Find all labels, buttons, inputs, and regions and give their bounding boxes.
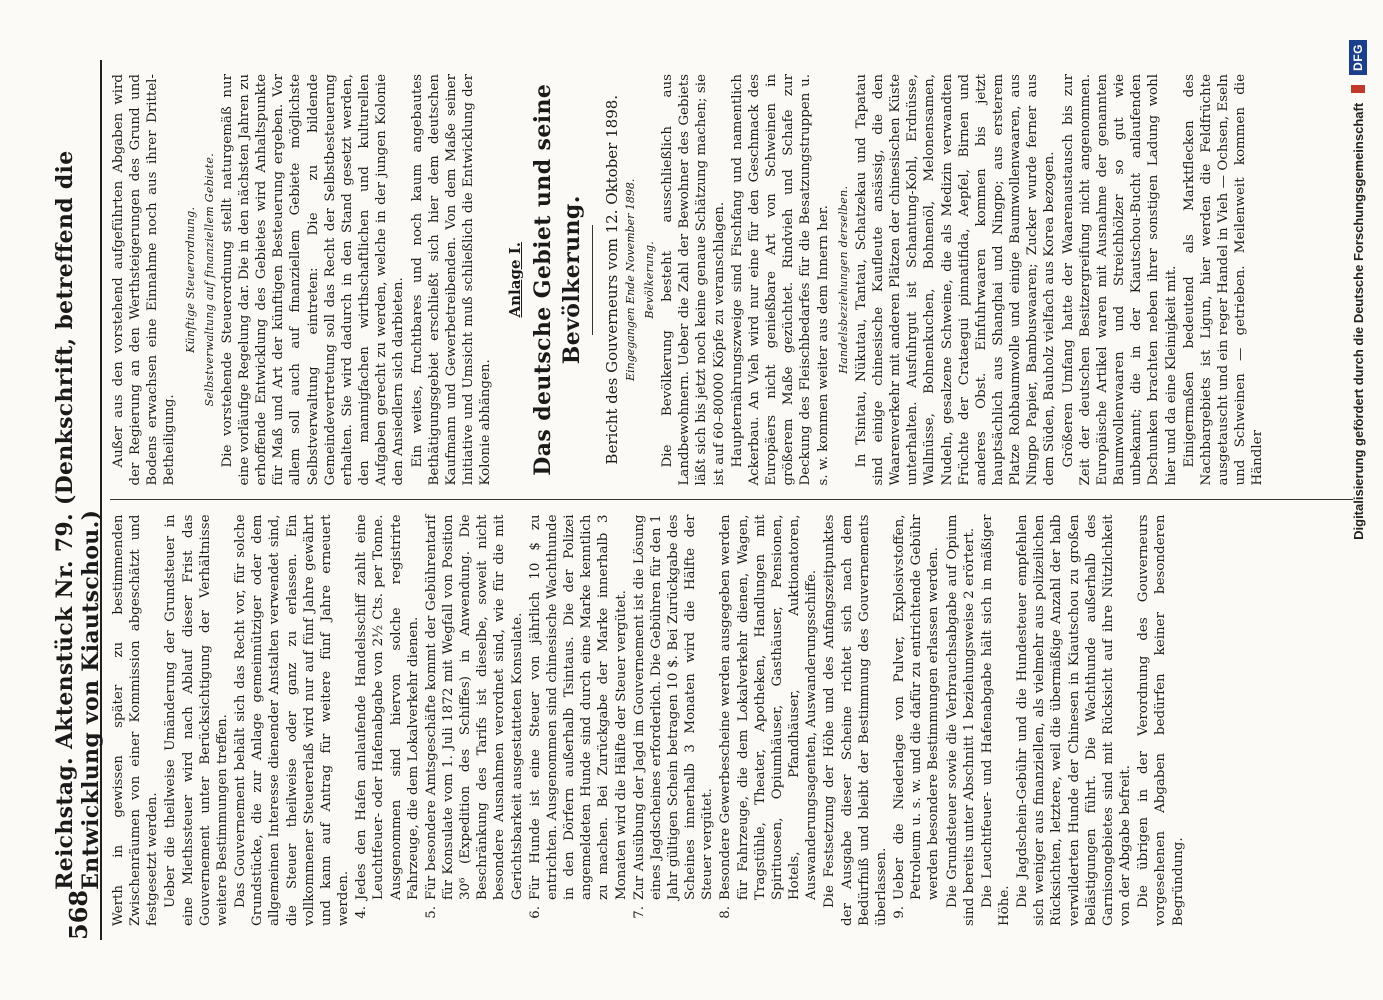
paragraph: Ueber die theilweise Umänderung der Grundsteuer in eine Miethssteuer wird nach Ablauf dieser Frist das Gouvernement unter Berücksichtigung der Verhältnisse weitere Bestimmungen treffen. [163,514,230,926]
report-line: Bericht des Gouverneurs vom 12. Oktober 1898. [602,94,621,465]
right-column [110,60,1353,500]
paragraph: In Tsintau, Nükutau, Tantau, Schatzekau und Tapatau sind einige chinesische Kaufleute ansässig, die den Waarenverkehr mit anderen Plätzen der chinesischen Küste unterhalten. Ausfuhrgut ist Schantung-Kohl, Erdnüsse, Wallnüsse, Bohnenkuchen, Bohnenöl, Melonensamen, Nudeln, gesalzene Schweine, die als Medizin verwandten Früchte der Crataegui pinnatifida, Aepfel, Birnen und anderes Obst. Einfuhrwaaren kommen bis jetzt hauptsächlich aus Shanghai und Ningpo; aus ersterem Platze Rohbaumwolle und einige Baumwollenwaaren, aus Ningpo Papier, Bambuswaaren; Zucker wurde ferner aus dem Süden, Bauholz vielfach aus Korea bezogen. [853,74,1058,486]
section-title: Das deutsche Gebiet und seine Bevölkerung. [530,83,585,476]
subheading: Bevölkerung. [643,240,657,319]
subheading: Künftige Steuerordnung. [183,206,197,353]
left-column [110,500,1353,941]
item-text: Zur Ausübung der Jagd im Gouvernement ist die Lösung eines Jagdscheines erforderlich. Die Gebühren für den 1 Jahr gültigen Schein betragen 10 $. Bei Zurückgabe des Scheines innerhalb 3 Monaten wird die Hälfte der Steuer vergütet. [631,514,716,900]
subheading: Selbstverwaltung auf finanziellem Gebiete. [202,153,216,407]
paragraph: Die Festsetzung der Höhe und des Anfangszeitpunktes der Ausgabe dieser Scheine richtet sich nach dem Bedürfniß und bleibt der Bestimmung des Gouvernements überlassen. [822,514,889,926]
paragraph: Die Grundsteuer sowie die Verbrauchsabgabe auf Opium sind bereits unter Abschnitt 1 beziehungsweise 2 erörtert. [944,514,977,926]
numbered-item [891,515,942,927]
item-text: Für Hunde ist eine Steuer von jährlich 10 $ zu entrichten. Ausgenommen sind chinesische Wachthunde in den Dörfern außerhalb Tsintaus. Die der Polizei angemeldeten Hunde sind durch eine Marke kenntlich zu machen. Bei Zurückgabe der Marke innerhalb 3 Monaten wird die Hälfte der Steuer vergütet. [527,514,629,900]
received-note: Eingegangen Ende November 1898. [623,178,637,381]
numbered-item [353,515,422,927]
paragraph: Die vorstehende Steuerordnung stellt naturgemäß nur eine vorläufige Regelung dar. Die in den nächsten Jahren zu erhoffende Entwicklung des Gebietes wird Anhaltspunkte für Maß und Art der künftigen Besteuerung ergeben. Vor allem soll auch auf finanziellem Gebiete möglichste Selbstverwaltung eintreten: Die zu bildende Gemeindevertretung soll das Recht der Selbstbesteuerung erhalten. Sie wird dadurch in den Stand gesetzt werden, den mannigfachen wirthschaftlichen und kulturellen Aufgaben gerecht zu werden, welche in der jungen Kolonie den Ansiedlern sich darbieten. [219,74,407,486]
numbered-item [527,515,630,927]
paragraph: Die übrigen in der Verordnung des Gouverneurs vorgesehenen Abgaben bedürfen keiner besonderen Begründung. [1136,514,1186,926]
numbered-item [631,515,717,927]
page-number: 568 [63,889,93,940]
paragraph: Das Gouvernement behält sich das Recht vor, für solche Grundstücke, die zur Anlage gemeinnütziger oder dem allgemeinen Interesse dienender Anstalten verwendet sind, die Steuer theilweise oder ganz zu erlassen. Ein vollkommener Steuererlaß wird nur auf fünf Jahre gewährt und kann auf Antrag für weitere fünf Jahre erneuert werden. [233,514,352,926]
paragraph: Größeren Umfang hatte der Waarenaustausch bis zur Zeit der deutschen Besitzergreifung nicht angenommen. Europäische Artikel waren mit Ausnahme der genannten Baumwollenwaaren und Streichhölzer so gut wie unbekannt; die in der Kiautschou-Bucht anlaufenden Dschunken brachten neben ihrer sonstigen Ladung wohl hier und da eine Kleinigkeit mit. [1060,74,1179,486]
dfg-logo: DFG [1349,40,1367,75]
separator-mark [1351,85,1365,93]
paragraph: Die Bevölkerung besteht ausschließlich aus Landbewohnern. Ueber die Zahl der Bewohner des Gebiets läßt sich bis jetzt noch keine genaue Schätzung machen; sie ist auf 60–80000 Köpfe zu veranschlagen. [660,74,727,486]
item-number: 9. [892,906,908,919]
page-header [52,60,104,940]
appendix-label: Anlage I. [506,242,525,318]
paragraph: Außer aus den vorstehend aufgeführten Abgaben wird der Regierung an den Werthsteigerungen des Grund und Bodens erwachsen eine Einnahme noch aus ihrer Drittel-Betheiligung. [111,74,178,486]
item-number: 8. [718,906,734,919]
item-number: 4. [354,906,370,919]
paragraph: Einigermaßen bedeutend als Marktflecken des Nachbargebiets ist Ligun, hier werden die Feldfrüchte ausgetauscht und ein reger Handel in Vieh — Ochsen, Eseln und Schweinen — getrieben. Meilenweit kommen die Händler [1181,74,1266,486]
numbered-item [423,515,526,927]
credit-text: Digitalisierung gefördert durch die Deutsche Forschungsgemeinschaft [1350,102,1366,540]
item-text: Für besondere Amtsgeschäfte kommt der Gebührentarif für Konsulate vom 1. Juli 1872 mit Wegfall von Position 30⁶ (Expedition des Schiffes) in Anwendung. Die Beschränkung des Tarifs ist dieselbe, soweit nicht besondere Ausnahmen verordnet sind, wie für die mit Gerichtsbarkeit ausgestatteten Konsulate. [423,514,525,900]
paragraph: Haupternährungszweige sind Fischfang und namentlich Ackerbau. An Vieh wird nur eine für den Geschmack des Europäers nicht genießbare Art von Schweinen in größerem Maße gezüchtet. Rindvieh und Schafe zur Deckung des Fleischbedarfes für die Besatzungstruppen u. s. w. kommen weiter aus dem Innern her. [729,74,831,486]
item-number: 6. [527,906,543,919]
running-title: Reichstag. Aktenstück Nr. 79. (Denkschrift, betreffend die Entwicklung von Kiautschou.) [52,150,104,890]
paragraph: Die Leuchtfeuer- und Hafenabgabe hält sich in mäßiger Höhe. [979,514,1012,926]
paragraph: Ein weites, fruchtbares und noch kaum angebautes Bethätigungsgebiet erschließt sich hier dem deutschen Kaufmann und Gewerbetreibenden. Von dem Maße seiner Initiative und Umsicht muß schließlich die Entwicklung der Kolonie abhängen. [409,74,494,486]
subheading: Handelsbeziehungen derselben. [836,185,850,374]
item-number: 7. [631,906,647,919]
text-columns [110,60,1353,940]
item-number: 5. [423,906,439,919]
digitization-credit [1345,40,1371,960]
item-text: Jedes den Hafen anlaufende Handelsschiff zahlt eine Leuchtfeuer- oder Hafenabgabe von 2½ Cts. per Tonne. Ausgenommen sind hiervon solche registrirte Fahrzeuge, die dem Lokalverkehr dienen. [354,514,421,900]
item-text: Ueber die Niederlage von Pulver, Explosivstoffen, Petroleum u. s. w. und die dafür zu entrichtende Gebühr werden besondere Bestimmungen erlassen werden. [892,514,942,900]
paragraph: Die Jagdschein-Gebühr und die Hundesteuer empfehlen sich weniger aus finanziellen, als vielmehr aus polizeilichen Rücksichten, letztere, weil die übermäßige Anzahl der halb verwilderten Hunde der Chinesen in Kiautschou zu großen Belästigungen führt. Die Wachthunde außerhalb des Garnisongebietes sind mit Rücksicht auf ihre Nützlichkeit von der Abgabe befreit. [1015,514,1134,926]
item-text: Besondere Gewerbescheine werden ausgegeben werden für Fahrzeuge, die dem Lokalverkehr dienen, Wagen, Tragstühle, Theater, Apotheken, Handlungen mit Spirituosen, Opiumhäuser, Gasthäuser, Pensionen, Hotels, Pfandhäuser, Auktionatoren, Auswanderungsagenten, Auswanderungsschiffe. [718,514,820,900]
paragraph: Werth in gewissen später zu bestimmenden Zwischenräumen von einer Kommission abgeschätzt und festgesetzt werden. [111,514,161,926]
divider [592,225,593,335]
numbered-item [717,515,820,927]
